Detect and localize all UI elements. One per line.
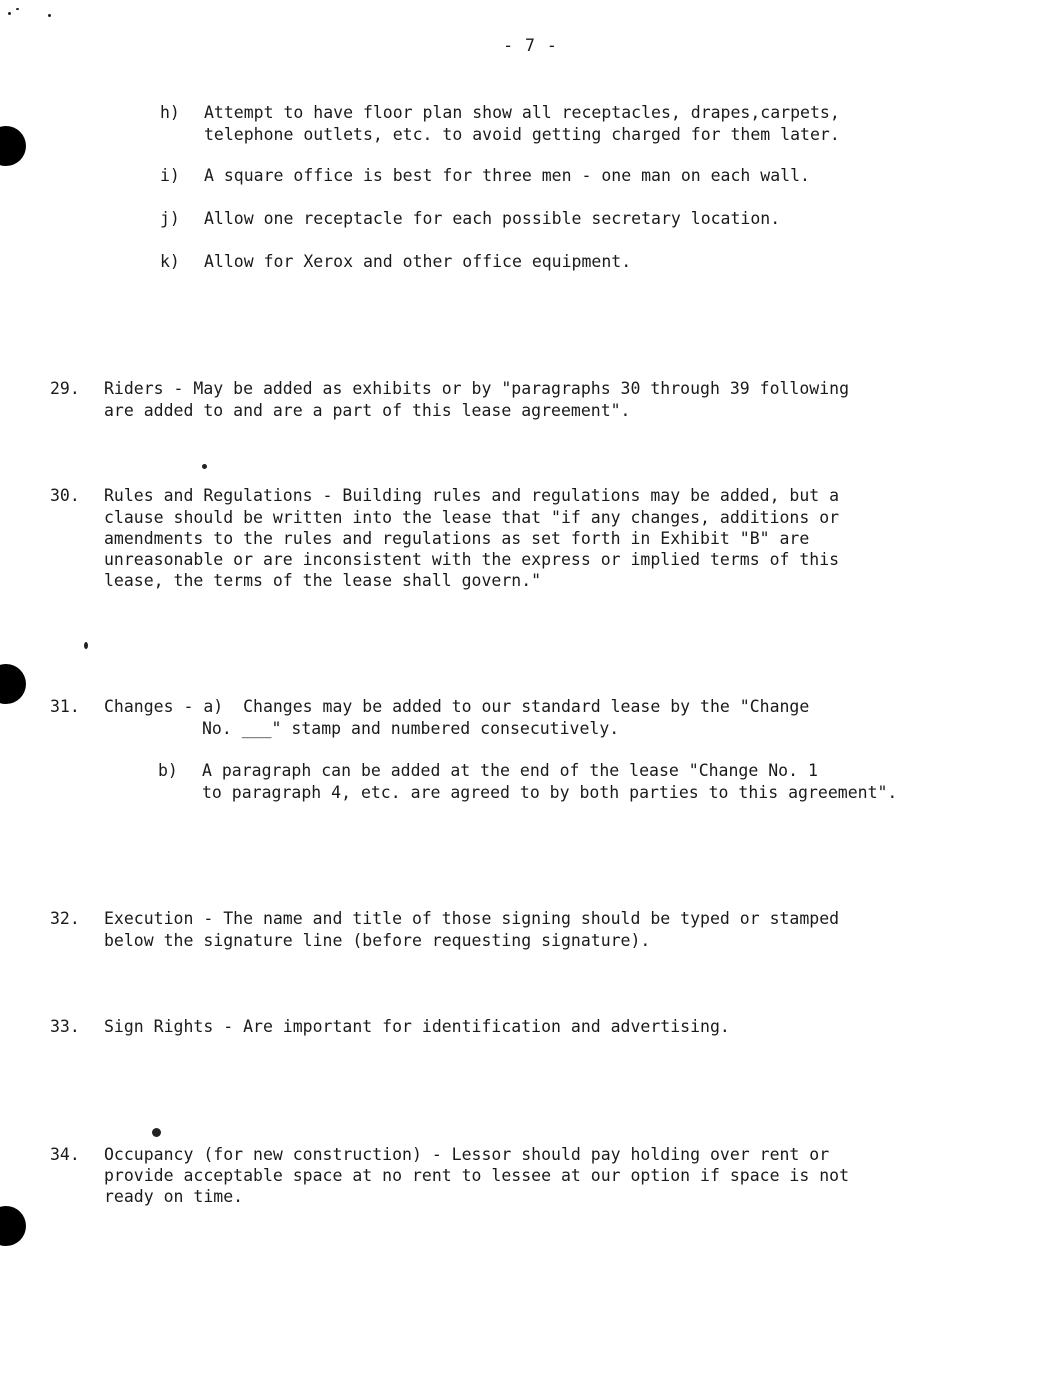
section-31-b-line-1: A paragraph can be added at the end of the lease "Change No. 1 xyxy=(202,761,818,780)
section-30-line-5: lease, the terms of the lease shall govern." xyxy=(104,571,542,590)
section-34-line-2: provide acceptable space at no rent to lessee at our option if space is not xyxy=(104,1166,850,1185)
section-31-number: 31. xyxy=(50,697,80,716)
item-h-line-1: Attempt to have floor plan show all receptacles, drapes,carpets, xyxy=(204,103,840,122)
section-33-line-1: Sign Rights - Are important for identification and advertising. xyxy=(104,1017,730,1036)
section-31-b-line-2: to paragraph 4, etc. are agreed to by both parties to this agreement". xyxy=(202,783,898,802)
section-29-line-1: Riders - May be added as exhibits or by "paragraphs 30 through 39 following xyxy=(104,379,850,398)
item-i-line-1: A square office is best for three men - one man on each wall. xyxy=(204,166,810,185)
section-31-b-label: b) xyxy=(158,761,178,780)
section-34-line-1: Occupancy (for new construction) - Lessor should pay holding over rent or xyxy=(104,1145,830,1164)
section-30-line-4: unreasonable or are inconsistent with the express or implied terms of this xyxy=(104,550,840,569)
section-30-line-3: amendments to the rules and regulations as set forth in Exhibit "B" are xyxy=(104,529,810,548)
section-33-number: 33. xyxy=(50,1017,80,1036)
scan-speck xyxy=(8,12,11,15)
section-32-line-1: Execution - The name and title of those signing should be typed or stamped xyxy=(104,909,840,928)
item-j-label: j) xyxy=(160,209,180,228)
scan-speck xyxy=(152,1128,161,1137)
section-30-line-2: clause should be written into the lease that "if any changes, additions or xyxy=(104,508,840,527)
section-32-line-2: below the signature line (before requesting signature). xyxy=(104,931,651,950)
punch-hole-top xyxy=(0,126,26,166)
section-32-number: 32. xyxy=(50,909,80,928)
item-h-line-2: telephone outlets, etc. to avoid getting charged for them later. xyxy=(204,125,840,144)
section-29-number: 29. xyxy=(50,379,80,398)
section-29-line-2: are added to and are a part of this lease agreement". xyxy=(104,401,631,420)
section-31-line-2: No. ___" stamp and numbered consecutively. xyxy=(202,719,620,738)
item-h-label: h) xyxy=(160,103,180,122)
item-i-label: i) xyxy=(160,166,180,185)
section-30-number: 30. xyxy=(50,486,80,505)
section-34-number: 34. xyxy=(50,1145,80,1164)
scan-speck xyxy=(202,464,207,469)
section-34-line-3: ready on time. xyxy=(104,1187,244,1206)
scan-speck xyxy=(84,642,88,649)
item-k-label: k) xyxy=(160,252,180,271)
punch-hole-bottom xyxy=(0,1206,26,1246)
item-j-line-1: Allow one receptacle for each possible secretary location. xyxy=(204,209,781,228)
section-30-line-1: Rules and Regulations - Building rules and regulations may be added, but a xyxy=(104,486,840,505)
scan-speck xyxy=(48,14,51,17)
page-number: - 7 - xyxy=(503,36,558,55)
section-31-line-1: Changes - a) Changes may be added to our standard lease by the "Change xyxy=(104,697,810,716)
item-k-line-1: Allow for Xerox and other office equipment. xyxy=(204,252,632,271)
scan-speck xyxy=(16,8,19,10)
punch-hole-middle xyxy=(0,664,26,704)
